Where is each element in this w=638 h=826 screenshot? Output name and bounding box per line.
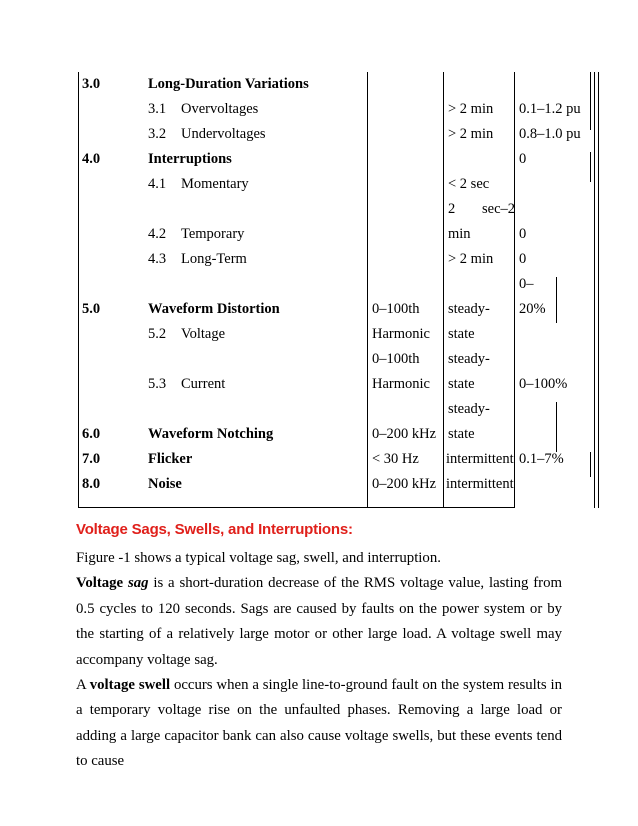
- sub-number: 3.2: [148, 126, 167, 142]
- spectral-content-cell: 0–100th: [372, 301, 420, 317]
- duration-cell: 2: [448, 201, 456, 217]
- paragraph-figure-ref: Figure -1 shows a typical voltage sag, swell, and interruption.: [76, 550, 441, 566]
- spectral-content-cell: 0–200 kHz: [372, 426, 437, 442]
- duration-cell: steady-: [448, 401, 490, 417]
- duration-cell: state: [448, 376, 475, 392]
- sub-number: 3.1: [148, 101, 167, 117]
- category-label: Long-Duration Variations: [148, 76, 309, 92]
- spectral-content-cell: 0–100th: [372, 351, 420, 367]
- category-label: Interruptions: [148, 151, 232, 167]
- section-number: 4.0: [82, 151, 101, 167]
- disturbance-table: [78, 72, 598, 508]
- category-label: Temporary: [181, 226, 245, 242]
- duration-cell: sec–2: [482, 201, 516, 217]
- magnitude-cell: 20%: [519, 301, 546, 317]
- table-border-left: [78, 72, 79, 508]
- paragraph-text: occurs when a single line-to-ground fault on the system results in a temporary voltage rise on the unfaulted phases. Removing a large load or adding a large capacitor bank can also cause voltage swells, but these events tend to cause: [76, 677, 562, 770]
- category-label: Flicker: [148, 451, 193, 467]
- magnitude-cell: 0: [519, 251, 527, 267]
- category-label: Noise: [148, 476, 182, 492]
- table-border-right: [594, 72, 595, 508]
- spectral-content-cell: Harmonic: [372, 376, 430, 392]
- spectral-content-cell: Harmonic: [372, 326, 430, 342]
- magnitude-cell: 0.8–1.0 pu: [519, 126, 581, 142]
- sub-number: 5.3: [148, 376, 167, 392]
- section-number: 5.0: [82, 301, 101, 317]
- duration-cell: > 2 min: [448, 251, 494, 267]
- section-number: 6.0: [82, 426, 101, 442]
- table-col-divider: [514, 72, 515, 508]
- magnitude-cell: 0–100%: [519, 376, 568, 392]
- duration-cell: state: [448, 326, 475, 342]
- duration-cell: > 2 min: [448, 126, 494, 142]
- term-lead: Voltage: [76, 575, 128, 592]
- table-fragment-line: [556, 402, 557, 452]
- category-label: Momentary: [181, 176, 249, 192]
- duration-cell: steady-: [448, 351, 490, 367]
- section-number: 3.0: [82, 76, 101, 92]
- section-number: 8.0: [82, 476, 101, 492]
- magnitude-cell: 0: [519, 151, 527, 167]
- category-label: Waveform Distortion: [148, 301, 280, 317]
- table-fragment-line: [590, 452, 591, 477]
- duration-cell: intermittent: [446, 451, 514, 467]
- table-border-right: [598, 72, 599, 508]
- category-label: Voltage: [181, 326, 226, 342]
- paragraph-text: is a short-duration decrease of the RMS voltage value, lasting from 0.5 cycles to 120 seconds. Sags are caused by faults on the power system or by the starting of a relatively large motor or other large load. A voltage swell may accompany voltage sag.: [76, 575, 563, 668]
- sub-number: 5.2: [148, 326, 167, 342]
- spectral-content-cell: 0–200 kHz: [372, 476, 437, 492]
- duration-cell: > 2 min: [448, 101, 494, 117]
- table-col-divider: [443, 72, 444, 508]
- sub-number: 4.3: [148, 251, 167, 267]
- magnitude-cell: 0.1–1.2 pu: [519, 101, 581, 117]
- body-text: [76, 546, 562, 775]
- duration-cell: state: [448, 426, 475, 442]
- table-fragment-line: [590, 152, 591, 182]
- term-lead: A: [76, 677, 90, 694]
- section-heading: Voltage Sags, Swells, and Interruptions:: [76, 521, 353, 538]
- duration-cell: < 2 sec: [448, 176, 490, 192]
- category-label: Undervoltages: [181, 126, 266, 142]
- table-col-divider: [367, 72, 368, 508]
- duration-cell: min: [448, 226, 471, 242]
- magnitude-cell: 0–: [519, 276, 534, 292]
- duration-cell: intermittent: [446, 476, 514, 492]
- section-number: 7.0: [82, 451, 101, 467]
- spectral-content-cell: < 30 Hz: [372, 451, 419, 467]
- sub-number: 4.1: [148, 176, 167, 192]
- term-sag: sag: [127, 575, 149, 592]
- table-fragment-line: [556, 277, 557, 323]
- magnitude-cell: 0: [519, 226, 527, 242]
- table-border-right: [590, 72, 591, 130]
- category-label: Overvoltages: [181, 101, 259, 117]
- magnitude-cell: 0.1–7%: [519, 451, 564, 467]
- paragraph-voltage-swell: [76, 673, 562, 775]
- sub-number: 4.2: [148, 226, 167, 242]
- duration-cell: steady-: [448, 301, 490, 317]
- table-border-bottom: [78, 507, 514, 508]
- paragraph-voltage-sag: [76, 571, 562, 673]
- category-label: Waveform Notching: [148, 426, 274, 442]
- category-label: Long-Term: [181, 251, 247, 267]
- term-swell: voltage swell: [89, 677, 171, 694]
- category-label: Current: [181, 376, 226, 392]
